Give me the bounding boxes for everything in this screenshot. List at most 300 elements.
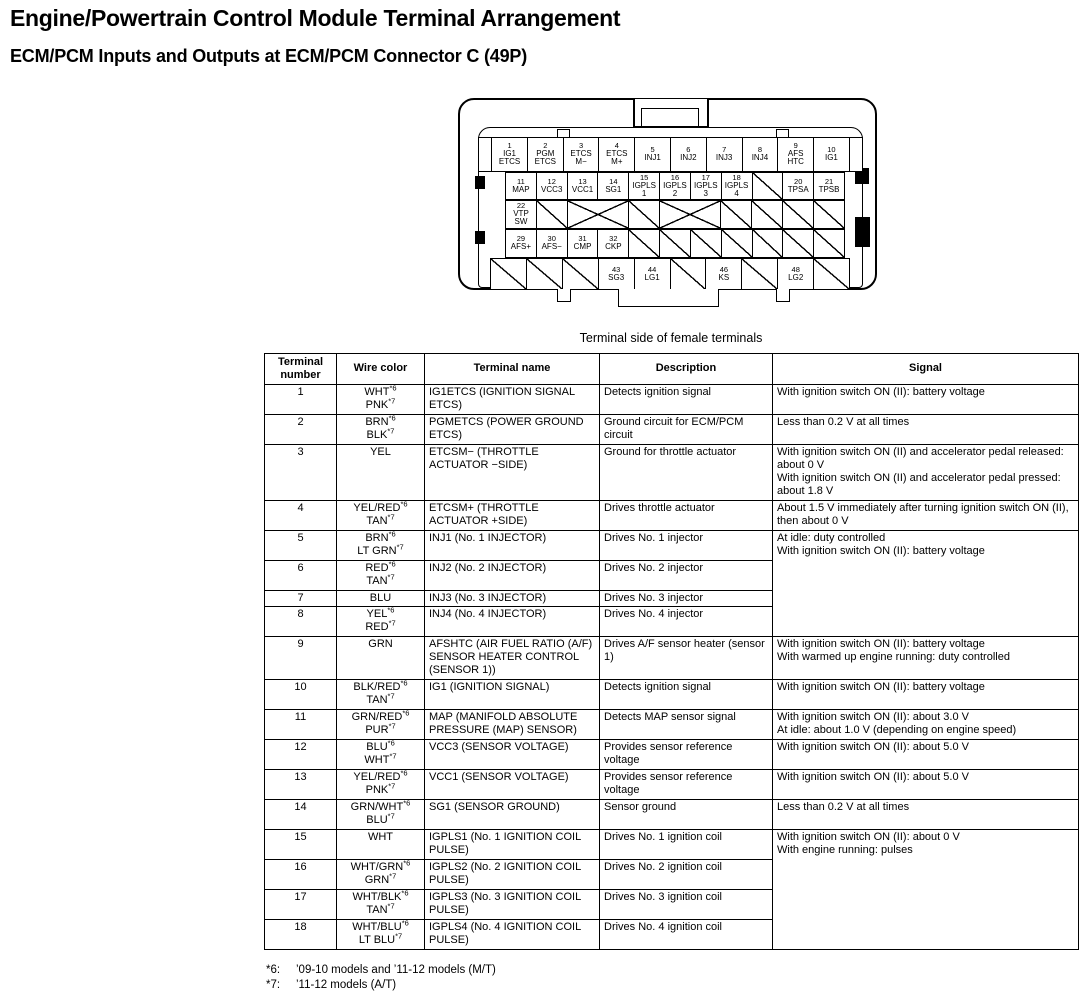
model-note-marker: *6 bbox=[400, 768, 408, 778]
signal-line: At idle: duty controlled bbox=[777, 531, 886, 544]
signal-line: With ignition switch ON (II): about 3.0 V bbox=[777, 711, 969, 724]
connector-diagram bbox=[445, 96, 895, 314]
terminal-number-cell: 4 bbox=[265, 500, 337, 530]
pin-label: VCC3 bbox=[541, 184, 563, 194]
pin-label: VTP bbox=[513, 209, 529, 218]
pin-label: VCC1 bbox=[571, 184, 594, 194]
wire-color-line: LT BLU$^{*7}$ bbox=[358, 931, 403, 946]
description-cell: Detects ignition signal bbox=[600, 384, 773, 414]
model-note-marker: *7 bbox=[387, 901, 395, 911]
pin-number: 32 bbox=[609, 234, 618, 244]
description-cell: Ground for throttle actuator bbox=[600, 444, 773, 500]
pin-label: IGPLS bbox=[724, 180, 749, 190]
wire-color-line: YEL/RED$^{*6}$ bbox=[353, 768, 408, 784]
connector-blank-cell bbox=[721, 229, 753, 258]
terminal-number-cell: 11 bbox=[265, 710, 337, 740]
page-subtitle: ECM/PCM Inputs and Outputs at ECM/PCM Connector C (49P) bbox=[10, 46, 528, 66]
wire-color-line: TAN$^{*7}$ bbox=[366, 512, 395, 527]
pin-label: ETCS bbox=[498, 157, 521, 167]
wire-color-cell bbox=[337, 740, 425, 770]
connector-blank-cell bbox=[628, 200, 660, 229]
model-note-marker: *7 bbox=[388, 618, 396, 628]
terminal-name-cell: PGMETCS (POWER GROUND ETCS) bbox=[425, 414, 600, 444]
connector-blank-cell bbox=[813, 200, 845, 229]
pin-number: 4 bbox=[614, 141, 619, 151]
signal-line: With ignition switch ON (II): about 0 V bbox=[777, 831, 960, 843]
footnotes bbox=[266, 963, 496, 993]
wire-color-cell bbox=[337, 590, 425, 607]
signal-line: With ignition switch ON (II): battery voltage bbox=[777, 544, 985, 557]
wire-color-line: GRN/RED$^{*6}$ bbox=[351, 708, 410, 724]
pin-number: 10 bbox=[827, 145, 836, 155]
pin-number: 6 bbox=[686, 145, 691, 155]
connector-blank-cell bbox=[720, 200, 752, 229]
terminal-number-cell: 15 bbox=[265, 830, 337, 860]
connector-blank-cell bbox=[752, 229, 784, 258]
connector-blank-cell bbox=[782, 229, 814, 258]
terminal-row bbox=[265, 710, 1079, 740]
signal-line: With engine running: pulses bbox=[777, 843, 913, 856]
terminal-number-cell: 1 bbox=[265, 384, 337, 414]
signal-cell bbox=[773, 710, 1079, 740]
pin-number: 30 bbox=[547, 234, 556, 244]
wire-color-line: GRN bbox=[368, 638, 393, 651]
connector-end-cell bbox=[849, 137, 863, 172]
pin-number: 8 bbox=[757, 145, 762, 155]
signal-line: About 1.5 V immediately after turning ignition switch ON (II), then about 0 V bbox=[777, 501, 1069, 527]
pin-label: PGM bbox=[536, 149, 555, 158]
pin-number: 14 bbox=[609, 176, 618, 186]
signal-cell bbox=[773, 770, 1079, 800]
pin-label: 1 bbox=[641, 188, 647, 198]
connector-pin-9 bbox=[777, 137, 814, 172]
pin-label: IGPLS bbox=[632, 180, 656, 190]
terminal-name-cell: ETCSM+ (THROTTLE ACTUATOR +SIDE) bbox=[425, 500, 600, 530]
terminal-name-cell: MAP (MANIFOLD ABSOLUTE PRESSURE (MAP) SENSOR) bbox=[425, 710, 600, 740]
connector-top-latch-inner bbox=[641, 108, 699, 126]
pin-label: ETCS bbox=[534, 157, 556, 167]
wire-color-cell bbox=[337, 414, 425, 444]
pin-label: INJ3 bbox=[715, 153, 733, 163]
model-note-marker: *6 bbox=[388, 413, 396, 423]
connector-pin-30 bbox=[536, 229, 568, 258]
signal-cell bbox=[773, 530, 1079, 637]
pin-number: 29 bbox=[516, 234, 526, 244]
description-cell: Drives No. 4 ignition coil bbox=[600, 919, 773, 949]
wire-color-line: WHT bbox=[367, 831, 394, 843]
connector-pin-13 bbox=[567, 172, 599, 200]
terminal-name-cell: INJ4 (No. 4 INJECTOR) bbox=[425, 607, 600, 637]
description-cell: Detects MAP sensor signal bbox=[600, 710, 773, 740]
pin-number: 1 bbox=[507, 141, 512, 151]
connector-clip bbox=[855, 217, 870, 247]
wire-color-cell bbox=[337, 530, 425, 560]
signal-cell bbox=[773, 830, 1079, 950]
pin-label: 2 bbox=[672, 188, 678, 198]
model-note-marker: *6 bbox=[400, 499, 408, 509]
terminal-name-cell: IGPLS4 (No. 4 IGNITION COIL PULSE) bbox=[425, 919, 600, 949]
signal-cell bbox=[773, 740, 1079, 770]
terminal-number-cell: 5 bbox=[265, 530, 337, 560]
signal-cell bbox=[773, 680, 1079, 710]
terminal-number-cell: 12 bbox=[265, 740, 337, 770]
wire-color-line: PNK$^{*7}$ bbox=[365, 781, 396, 797]
wire-color-line: WHT$^{*6}$ bbox=[364, 383, 397, 398]
description-cell: Drives throttle actuator bbox=[600, 500, 773, 530]
wire-color-cell bbox=[337, 607, 425, 637]
connector-blank-cell bbox=[782, 200, 814, 229]
terminal-name-cell: IGPLS1 (No. 1 IGNITION COIL PULSE) bbox=[425, 830, 600, 860]
signal-cell bbox=[773, 384, 1079, 414]
header-row bbox=[265, 354, 1079, 385]
connector-pin-17 bbox=[690, 172, 722, 200]
signal-line: Less than 0.2 V at all times bbox=[777, 801, 910, 814]
signal-line: With warmed up engine running: duty controlled bbox=[777, 651, 1010, 664]
model-note-marker: *6 bbox=[388, 558, 396, 568]
terminal-row bbox=[265, 800, 1079, 830]
terminal-number-cell: 13 bbox=[265, 770, 337, 800]
wire-color-cell bbox=[337, 830, 425, 860]
connector-blank-cell bbox=[751, 200, 783, 229]
wire-color-line: GRN/WHT$^{*6}$ bbox=[350, 798, 411, 814]
terminal-number-cell: 17 bbox=[265, 889, 337, 919]
wire-color-cell bbox=[337, 710, 425, 740]
connector-pin-48 bbox=[777, 258, 814, 290]
description-cell: Drives No. 4 injector bbox=[600, 607, 773, 637]
wire-color-line: YEL bbox=[370, 445, 391, 458]
description-cell: Drives No. 1 ignition coil bbox=[600, 830, 773, 860]
model-note-marker: *6 bbox=[402, 708, 410, 718]
connector-blank-cell bbox=[813, 229, 845, 258]
connector-row bbox=[505, 172, 845, 200]
model-note-marker: *7 bbox=[389, 871, 397, 881]
signal-cell bbox=[773, 800, 1079, 830]
wire-color-line: PNK$^{*7}$ bbox=[365, 396, 396, 411]
footnote-marker: *7: bbox=[266, 978, 281, 991]
wire-color-cell bbox=[337, 560, 425, 590]
pin-label: AFS bbox=[787, 149, 804, 158]
pin-label: M+ bbox=[611, 157, 623, 167]
connector-pin-15 bbox=[628, 172, 660, 200]
wire-color-line: YEL/RED$^{*6}$ bbox=[353, 499, 408, 514]
terminal-row bbox=[265, 414, 1079, 444]
description-cell: Ground circuit for ECM/PCM circuit bbox=[600, 414, 773, 444]
pin-label: IGPLS bbox=[663, 180, 687, 190]
model-note-marker: *6 bbox=[401, 888, 409, 898]
terminal-row bbox=[265, 530, 1079, 560]
model-note-marker: *7 bbox=[387, 691, 395, 701]
connector-blank-cell bbox=[670, 258, 707, 290]
pin-number: 22 bbox=[516, 201, 526, 211]
terminal-table bbox=[264, 353, 1079, 950]
connector-end-cell bbox=[478, 137, 492, 172]
connector-blank-cell bbox=[690, 229, 722, 258]
description-cell: Detects ignition signal bbox=[600, 680, 773, 710]
terminal-row bbox=[265, 770, 1079, 800]
connector-pin-1 bbox=[491, 137, 528, 172]
column-header-1: Wire color bbox=[337, 354, 425, 385]
terminal-number-cell: 3 bbox=[265, 444, 337, 500]
connector-clip bbox=[475, 231, 485, 244]
pin-label: ETCS bbox=[606, 149, 628, 158]
description-cell: Provides sensor reference voltage bbox=[600, 770, 773, 800]
model-note-marker: *6 bbox=[400, 678, 408, 688]
connector-pin-5 bbox=[634, 137, 671, 172]
terminal-row bbox=[265, 500, 1079, 530]
connector-blank-cell bbox=[752, 172, 784, 200]
wire-color-cell bbox=[337, 770, 425, 800]
signal-line: With ignition switch ON (II): battery voltage bbox=[777, 681, 985, 694]
terminal-name-cell: VCC3 (SENSOR VOLTAGE) bbox=[425, 740, 600, 770]
wire-color-line: LT GRN$^{*7}$ bbox=[357, 541, 404, 557]
signal-line: Less than 0.2 V at all times bbox=[777, 415, 910, 428]
terminal-name-cell: INJ3 (No. 3 INJECTOR) bbox=[425, 590, 600, 607]
connector-pin-22 bbox=[505, 200, 537, 229]
pin-number: 17 bbox=[701, 172, 710, 182]
terminal-name-cell: ETCSM− (THROTTLE ACTUATOR −SIDE) bbox=[425, 444, 600, 500]
wire-color-line: WHT/GRN$^{*6}$ bbox=[350, 858, 411, 873]
page-title: Engine/Powertrain Control Module Terminal Arrangement bbox=[10, 5, 621, 31]
model-note-marker: *7 bbox=[387, 811, 395, 821]
wire-color-line: GRN$^{*7}$ bbox=[364, 871, 397, 886]
terminal-number-cell: 14 bbox=[265, 800, 337, 830]
terminal-number-cell: 8 bbox=[265, 607, 337, 637]
terminal-name-cell: AFSHTC (AIR FUEL RATIO (A/F) SENSOR HEATER CONTROL (SENSOR 1)) bbox=[425, 637, 600, 680]
wire-color-line: WHT/BLU$^{*6}$ bbox=[352, 918, 409, 933]
column-header-2: Terminal name bbox=[425, 354, 600, 385]
signal-line: At idle: about 1.0 V (depending on engine speed) bbox=[777, 724, 1017, 737]
connector-bottom-tab bbox=[776, 289, 790, 302]
model-note-marker: *7 bbox=[387, 426, 395, 436]
pin-number: 5 bbox=[650, 145, 655, 155]
model-note-marker: *7 bbox=[387, 512, 395, 521]
pin-number: 44 bbox=[647, 264, 657, 274]
description-cell: Drives No. 1 injector bbox=[600, 530, 773, 560]
connector-pin-4 bbox=[598, 137, 635, 172]
connector-bottom-tab bbox=[557, 289, 571, 302]
signal-line: With ignition switch ON (II): battery voltage bbox=[777, 385, 985, 398]
signal-cell bbox=[773, 500, 1079, 530]
connector-row bbox=[505, 229, 845, 258]
pin-label: IG1 bbox=[503, 149, 516, 158]
model-note-marker: *7 bbox=[388, 781, 396, 791]
wire-color-line: BLU$^{*7}$ bbox=[366, 811, 395, 827]
pin-label: ETCS bbox=[570, 149, 592, 158]
signal-cell bbox=[773, 414, 1079, 444]
pin-number: 48 bbox=[791, 264, 800, 274]
connector-pin-18 bbox=[721, 172, 753, 200]
terminal-name-cell: IG1 (IGNITION SIGNAL) bbox=[425, 680, 600, 710]
model-note-marker: *7 bbox=[395, 931, 403, 941]
terminal-name-cell: INJ1 (No. 1 INJECTOR) bbox=[425, 530, 600, 560]
model-note-marker: *7 bbox=[388, 396, 396, 406]
wire-color-line: PUR$^{*7}$ bbox=[365, 721, 396, 737]
wire-color-line: RED$^{*7}$ bbox=[365, 618, 396, 634]
pin-label: INJ4 bbox=[751, 153, 769, 163]
model-note-marker: *7 bbox=[387, 571, 395, 581]
connector-blank-cell bbox=[659, 200, 721, 229]
wire-color-line: TAN$^{*7}$ bbox=[366, 571, 395, 587]
description-cell: Sensor ground bbox=[600, 800, 773, 830]
connector-blank-cell bbox=[659, 229, 691, 258]
wire-color-cell bbox=[337, 859, 425, 889]
pin-label: AFS− bbox=[541, 242, 562, 252]
wire-color-line: BLU$^{*6}$ bbox=[366, 738, 395, 754]
terminal-name-cell: IGPLS2 (No. 2 IGNITION COIL PULSE) bbox=[425, 859, 600, 889]
model-note-marker: *6 bbox=[401, 918, 409, 928]
pin-number: 20 bbox=[794, 176, 803, 186]
wire-color-line: BRN$^{*6}$ bbox=[365, 528, 396, 544]
pin-number: 43 bbox=[612, 264, 621, 274]
footnote bbox=[266, 978, 496, 993]
connector-pin-12 bbox=[536, 172, 568, 200]
description-cell: Drives No. 3 injector bbox=[600, 590, 773, 607]
connector-pin-8 bbox=[742, 137, 779, 172]
footnote-marker: *6: bbox=[266, 964, 281, 976]
terminal-name-cell: VCC1 (SENSOR VOLTAGE) bbox=[425, 770, 600, 800]
terminal-name-cell: IG1ETCS (IGNITION SIGNAL ETCS) bbox=[425, 384, 600, 414]
footnote-text: ’11-12 models (A/T) bbox=[296, 978, 397, 991]
terminal-row bbox=[265, 384, 1079, 414]
signal-line: With ignition switch ON (II) and accelerator pedal released: about 0 V bbox=[777, 445, 1064, 471]
connector-pin-29 bbox=[505, 229, 537, 258]
terminal-row bbox=[265, 444, 1079, 500]
wire-color-line: WHT$^{*7}$ bbox=[364, 751, 397, 767]
wire-color-line: BLK/RED$^{*6}$ bbox=[353, 678, 408, 694]
pin-label: LG1 bbox=[644, 272, 660, 282]
signal-cell bbox=[773, 637, 1079, 680]
terminal-number-cell: 16 bbox=[265, 859, 337, 889]
wire-color-cell bbox=[337, 384, 425, 414]
connector-row bbox=[505, 200, 845, 229]
pin-label: CKP bbox=[605, 242, 622, 252]
terminal-number-cell: 6 bbox=[265, 560, 337, 590]
footnote-text: ’09-10 models and ’11-12 models (M/T) bbox=[296, 964, 496, 976]
pin-label: TPSB bbox=[818, 184, 840, 194]
wire-color-cell bbox=[337, 637, 425, 680]
model-note-marker: *6 bbox=[403, 798, 411, 808]
terminal-number-cell: 2 bbox=[265, 414, 337, 444]
terminal-row bbox=[265, 637, 1079, 680]
pin-label: M− bbox=[575, 157, 587, 167]
pin-number: 16 bbox=[670, 172, 680, 182]
terminal-name-cell: IGPLS3 (No. 3 IGNITION COIL PULSE) bbox=[425, 889, 600, 919]
wire-color-line: BLK$^{*7}$ bbox=[366, 426, 395, 441]
connector-blank-cell bbox=[567, 200, 629, 229]
pin-number: 2 bbox=[543, 141, 548, 151]
connector-pin-16 bbox=[659, 172, 691, 200]
pin-number: 15 bbox=[639, 172, 649, 182]
connector-blank-cell bbox=[562, 258, 599, 290]
connector-blank-cell bbox=[490, 258, 527, 290]
wire-color-line: WHT/BLK$^{*6}$ bbox=[352, 888, 409, 903]
pin-label: SG3 bbox=[608, 272, 625, 282]
connector-pin-3 bbox=[563, 137, 600, 172]
terminal-name-cell: SG1 (SENSOR GROUND) bbox=[425, 800, 600, 830]
terminal-name-cell: INJ2 (No. 2 INJECTOR) bbox=[425, 560, 600, 590]
description-cell: Drives No. 3 ignition coil bbox=[600, 889, 773, 919]
connector-pin-11 bbox=[505, 172, 537, 200]
pin-label: INJ1 bbox=[644, 153, 661, 163]
wire-color-cell bbox=[337, 444, 425, 500]
wire-color-cell bbox=[337, 919, 425, 949]
wire-color-cell bbox=[337, 889, 425, 919]
model-note-marker: *7 bbox=[389, 751, 397, 761]
wire-color-line: RED$^{*6}$ bbox=[365, 558, 396, 574]
diagram-caption: Terminal side of female terminals bbox=[579, 331, 763, 345]
signal-line: With ignition switch ON (II): about 5.0 V bbox=[777, 771, 969, 784]
connector-pin-14 bbox=[597, 172, 629, 200]
terminal-number-cell: 10 bbox=[265, 680, 337, 710]
pin-number: 21 bbox=[824, 176, 834, 186]
terminal-row bbox=[265, 740, 1079, 770]
connector-pin-10 bbox=[813, 137, 850, 172]
signal-line: With ignition switch ON (II): battery voltage bbox=[777, 638, 985, 651]
signal-line: With ignition switch ON (II): about 5.0 V bbox=[777, 741, 969, 754]
wire-color-line: BLU bbox=[369, 591, 392, 604]
pin-number: 31 bbox=[578, 234, 587, 244]
connector-blank-cell bbox=[813, 258, 850, 290]
connector-blank-cell bbox=[526, 258, 563, 290]
pin-label: KS bbox=[718, 272, 730, 282]
terminal-row bbox=[265, 680, 1079, 710]
connector-pin-43 bbox=[598, 258, 635, 290]
pin-label: LG2 bbox=[788, 272, 804, 282]
connector-pin-32 bbox=[597, 229, 629, 258]
connector-pin-44 bbox=[634, 258, 671, 290]
wire-color-cell bbox=[337, 500, 425, 530]
connector-blank-cell bbox=[741, 258, 778, 290]
signal-line: With ignition switch ON (II) and accelerator pedal pressed: about 1.8 V bbox=[777, 471, 1061, 497]
pin-number: 46 bbox=[719, 264, 729, 274]
model-note-marker: *6 bbox=[387, 605, 395, 615]
pin-label: IGPLS bbox=[693, 180, 718, 190]
wire-color-line: TAN$^{*7}$ bbox=[366, 691, 395, 707]
connector-blank-cell bbox=[536, 200, 568, 229]
terminal-number-cell: 9 bbox=[265, 637, 337, 680]
model-note-marker: *7 bbox=[396, 541, 404, 551]
description-cell: Drives No. 2 ignition coil bbox=[600, 859, 773, 889]
model-note-marker: *6 bbox=[388, 528, 396, 538]
pin-label: CMP bbox=[573, 242, 592, 252]
wire-color-line: YEL$^{*6}$ bbox=[366, 605, 395, 621]
wire-color-cell bbox=[337, 800, 425, 830]
pin-label: 3 bbox=[703, 188, 708, 198]
terminal-table-header bbox=[265, 354, 1079, 385]
pin-label: HTC bbox=[787, 157, 804, 167]
connector-pin-21 bbox=[813, 172, 845, 200]
model-note-marker: *6 bbox=[387, 738, 395, 748]
pin-label: SW bbox=[514, 217, 528, 227]
pin-label: TPSA bbox=[787, 184, 809, 194]
pin-number: 18 bbox=[732, 172, 741, 182]
description-cell: Drives No. 2 injector bbox=[600, 560, 773, 590]
connector-pin-2 bbox=[527, 137, 564, 172]
pin-number: 12 bbox=[547, 176, 556, 186]
column-header-3: Description bbox=[600, 354, 773, 385]
connector-pin-7 bbox=[706, 137, 743, 172]
pin-number: 7 bbox=[722, 145, 727, 155]
wire-color-cell bbox=[337, 680, 425, 710]
pin-number: 11 bbox=[517, 176, 525, 186]
connector-bottom-tab bbox=[618, 289, 719, 307]
column-header-4: Signal bbox=[773, 354, 1079, 385]
pin-number: 9 bbox=[793, 141, 798, 151]
terminal-number-cell: 18 bbox=[265, 919, 337, 949]
wire-color-line: TAN$^{*7}$ bbox=[366, 901, 395, 916]
pin-label: SG1 bbox=[605, 184, 622, 194]
description-cell: Drives A/F sensor heater (sensor 1) bbox=[600, 637, 773, 680]
